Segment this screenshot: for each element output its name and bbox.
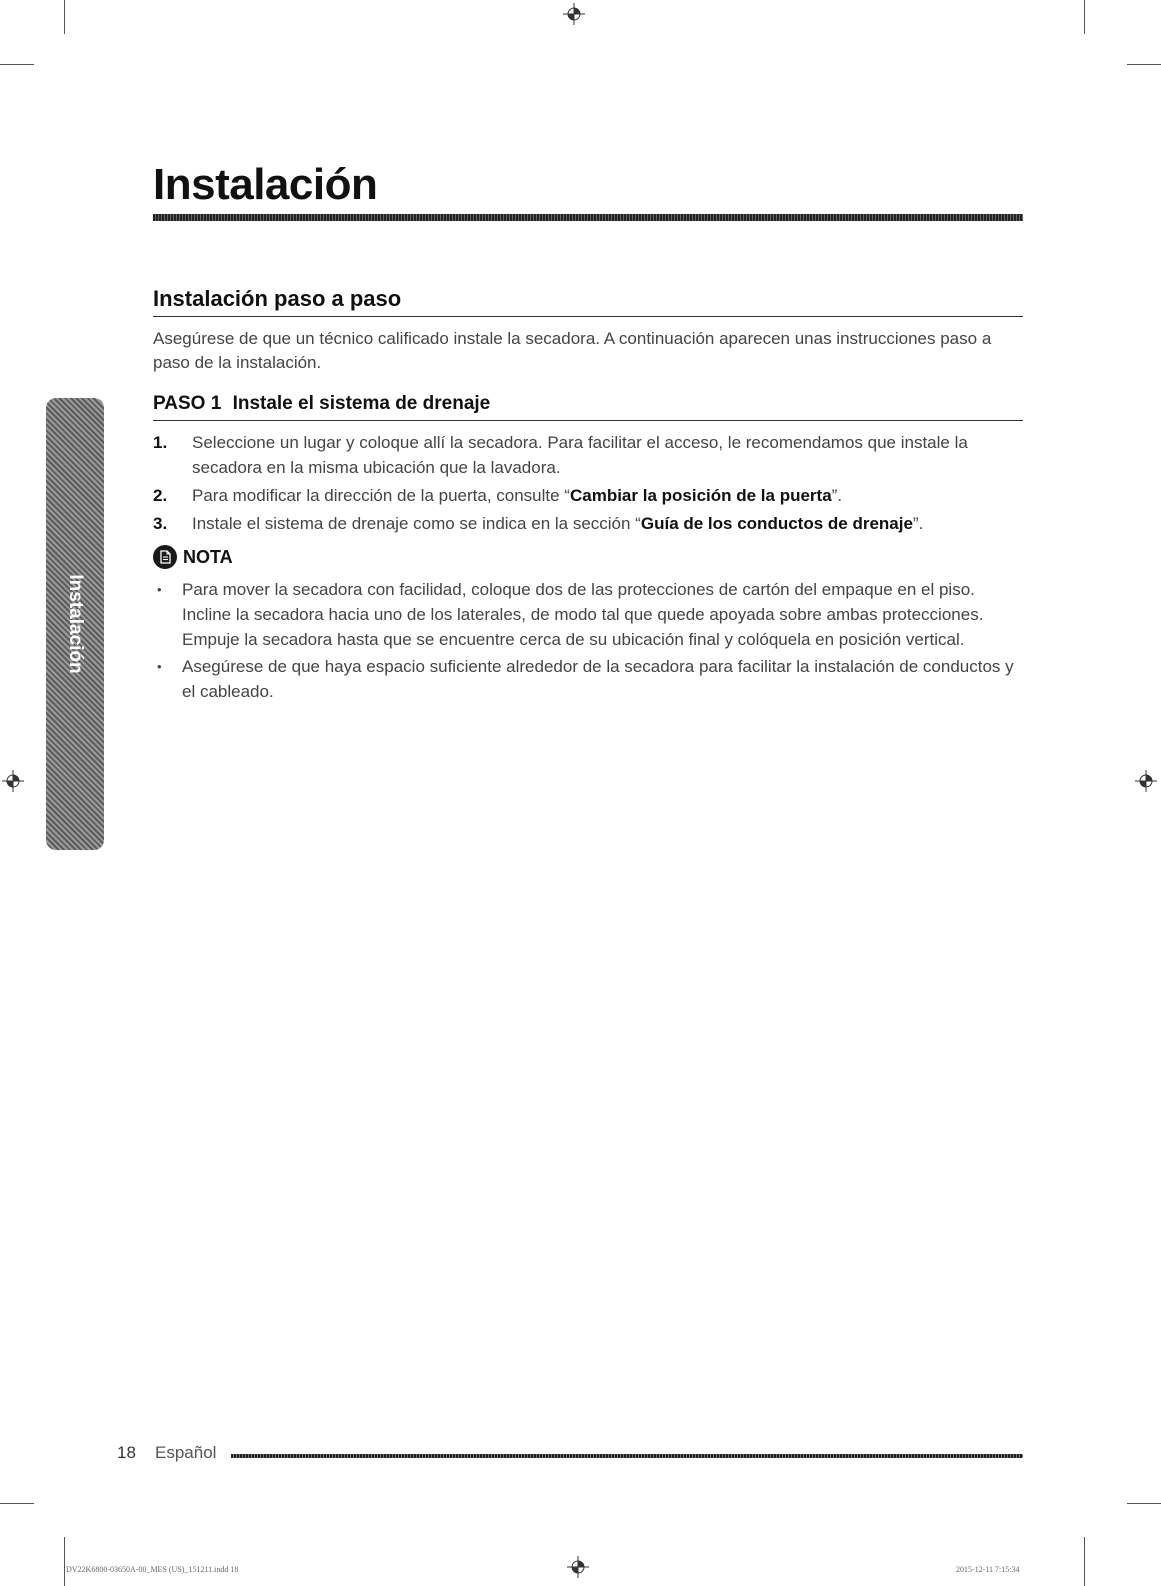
step-rule bbox=[153, 420, 1023, 421]
list-item-text: Para modificar la dirección de la puerta, consulte “ bbox=[192, 486, 570, 505]
crop-mark bbox=[1084, 0, 1085, 34]
list-item bbox=[153, 511, 1023, 536]
step-title: Instale el sistema de drenaje bbox=[232, 393, 491, 414]
list-item bbox=[153, 430, 1023, 480]
list-item: • Asegúrese de que haya espacio suficiente alrededor de la secadora para facilitar la instalación de conductos y el cableado. bbox=[153, 654, 1023, 704]
title-rule bbox=[153, 214, 1023, 221]
list-item-text-end: ”. bbox=[912, 514, 924, 533]
page-number: 18 bbox=[117, 1443, 136, 1462]
registration-mark-icon bbox=[1135, 770, 1157, 792]
list-item-number: 3. bbox=[153, 514, 168, 533]
chapter-side-tab-label: Instalación bbox=[65, 574, 86, 674]
crop-mark bbox=[1127, 64, 1161, 65]
section-title: Instalación paso a paso bbox=[153, 286, 402, 311]
note-heading bbox=[153, 544, 233, 570]
footer-language: Español bbox=[155, 1443, 217, 1462]
section-rule bbox=[153, 316, 1023, 317]
crop-mark bbox=[1084, 1537, 1085, 1586]
registration-mark-icon bbox=[567, 1556, 589, 1578]
list-item-text: Seleccione un lugar y coloque allí la secadora. Para facilitar el acceso, le recomendamos que instale la secadora en la misma ubicación que la lavadora. bbox=[192, 433, 968, 477]
cross-reference: Guía de los conductos de drenaje bbox=[640, 514, 913, 533]
step-list bbox=[153, 430, 1023, 539]
step-heading bbox=[153, 393, 490, 415]
crop-mark bbox=[64, 1537, 65, 1586]
list-item-text: Instale el sistema de drenaje como se indica en la sección “ bbox=[192, 514, 641, 533]
note-document-icon bbox=[153, 545, 177, 569]
registration-mark-icon bbox=[2, 770, 24, 792]
registration-mark-icon bbox=[563, 3, 585, 25]
step-label: PASO 1 bbox=[153, 393, 222, 414]
crop-mark bbox=[0, 1503, 34, 1504]
cross-reference: Cambiar la posición de la puerta bbox=[569, 486, 832, 505]
list-item: • Para mover la secadora con facilidad, coloque dos de las protecciones de cartón del empaque en el piso. Incline la secadora hacia uno de los laterales, de modo tal que quede apoyada sobre ambas protecciones. Empuje la secadora hasta que se encuentre cerca de su ubicación final y colóquela en posición vertical. bbox=[153, 577, 1023, 652]
chapter-side-tab bbox=[46, 398, 104, 850]
note-list bbox=[153, 577, 1023, 706]
list-item-number: 2. bbox=[153, 486, 168, 505]
crop-mark bbox=[64, 0, 65, 34]
note-label: NOTA bbox=[183, 546, 233, 567]
crop-mark bbox=[1127, 1503, 1161, 1504]
page-title: Instalación bbox=[153, 160, 378, 209]
print-slug-date: 2015-12-11 7:15:34 bbox=[956, 1565, 1020, 1574]
intro-paragraph: Asegúrese de que un técnico calificado instale la secadora. A continuación aparecen unas instrucciones paso a paso de la instalación. bbox=[153, 329, 992, 372]
print-slug-file: DV22K6800-03650A-00_MES (US)_151211.indd 18 bbox=[66, 1565, 239, 1574]
list-item-text-end: ”. bbox=[831, 486, 843, 505]
list-item bbox=[153, 483, 1023, 508]
footer-rule bbox=[231, 1454, 1023, 1458]
crop-mark bbox=[0, 64, 34, 65]
list-item-number: 1. bbox=[153, 433, 168, 452]
